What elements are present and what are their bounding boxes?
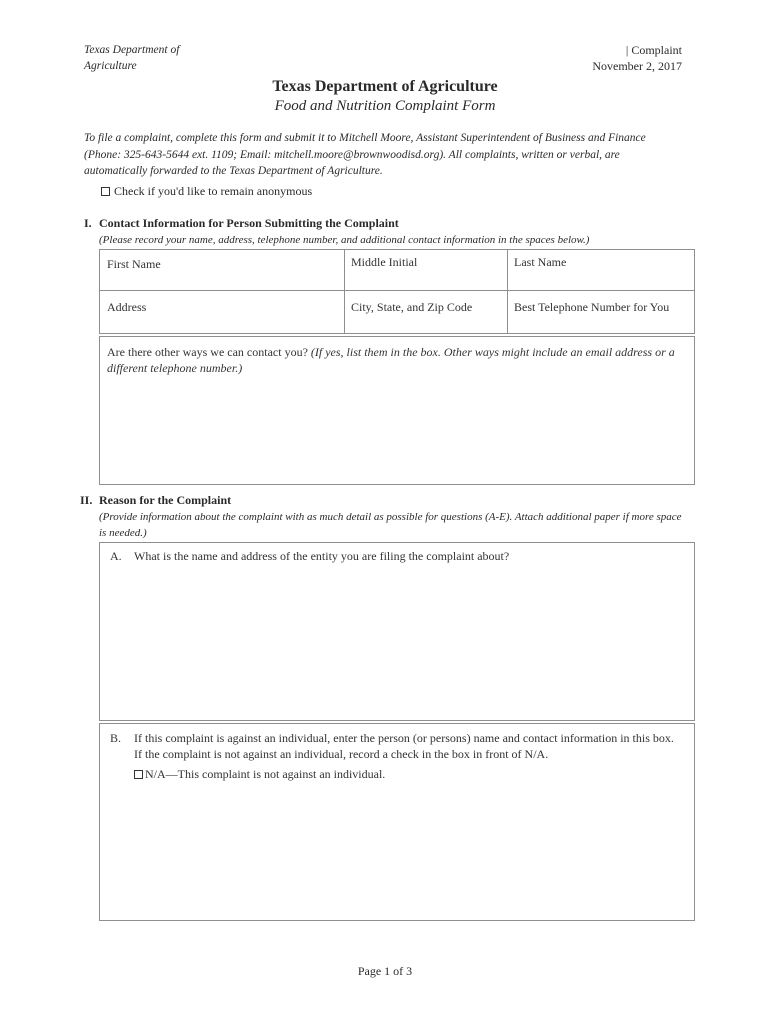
last-name-field[interactable]: [508, 250, 694, 290]
header-date: November 2, 2017: [592, 59, 682, 73]
last-name-label: Last Name: [514, 255, 567, 269]
na-label: N/A—This complaint is not against an individual.: [145, 767, 386, 781]
header-agency: [84, 42, 224, 74]
other-contact-text: [107, 344, 679, 376]
header-agency-line1: Texas Department of: [84, 44, 180, 56]
telephone-field[interactable]: [508, 291, 694, 333]
other-contact-hint: (If yes, list them in the box. Other ways might include an email address or a different telephone number.): [107, 345, 675, 375]
city-state-zip-field[interactable]: [345, 291, 506, 333]
middle-initial-field[interactable]: [345, 250, 506, 290]
section2-note: (Provide information about the complaint with as much detail as possible for questions (A-E). Attach additional paper if more space is needed.): [99, 511, 682, 539]
first-name-label: First Name: [107, 257, 161, 271]
na-checkbox[interactable]: [134, 770, 143, 779]
section1-heading: [84, 216, 399, 231]
question-a-box[interactable]: [99, 542, 695, 721]
telephone-label: Best Telephone Number for You: [514, 300, 670, 314]
section2-number: II.: [80, 493, 93, 507]
middle-initial-label: Middle Initial: [351, 255, 418, 269]
header-agency-line2: Agriculture: [84, 60, 137, 72]
question-b-box[interactable]: [99, 723, 695, 921]
section2-heading: [80, 493, 231, 508]
question-a-letter: A.: [110, 549, 122, 563]
page-title: Texas Department of Agriculture: [272, 78, 498, 95]
header-meta: [592, 42, 682, 74]
address-label: Address: [107, 300, 147, 314]
city-state-zip-label: City, State, and Zip Code: [351, 300, 473, 314]
page-number: Page 1 of 3: [357, 964, 413, 978]
other-contact-question: Are there other ways we can contact you?: [107, 345, 308, 359]
anonymous-checkbox[interactable]: [101, 187, 110, 196]
section1-number: I.: [84, 216, 92, 230]
question-a: [110, 548, 680, 564]
question-b-text: If this complaint is against an individual, enter the person (or persons) name and contact information in this box. If the complaint is not against an individual, record a check in the box in front of N/A.: [134, 731, 674, 761]
address-field[interactable]: [100, 291, 343, 333]
first-name-field[interactable]: [100, 250, 343, 290]
header-doc-type: | Complaint: [625, 43, 682, 57]
na-option[interactable]: [134, 766, 385, 782]
intro-text: To file a complaint, complete this form and submit it to Mitchell Moore, Assistant Superintendent of Business and Finance (Phone: 325-643-5644 ext. 1109; Email: mitchell.moore@brownwoodisd.org). All complaints, written or verbal, are automatically forwarded to the Texas Department of Agriculture.: [84, 132, 646, 177]
page-subtitle: Food and Nutrition Complaint Form: [274, 98, 496, 114]
other-contact-box[interactable]: [99, 336, 695, 485]
question-a-text: What is the name and address of the entity you are filing the complaint about?: [134, 549, 510, 563]
section1-title: Contact Information for Person Submitting the Complaint: [99, 216, 399, 230]
question-b: [110, 730, 682, 762]
anonymous-label: Check if you'd like to remain anonymous: [114, 184, 313, 198]
anonymous-option[interactable]: [101, 184, 312, 199]
section2-title: Reason for the Complaint: [99, 493, 232, 507]
question-b-letter: B.: [110, 731, 122, 745]
section1-note: (Please record your name, address, telephone number, and additional contact information in the spaces below.): [99, 234, 590, 246]
